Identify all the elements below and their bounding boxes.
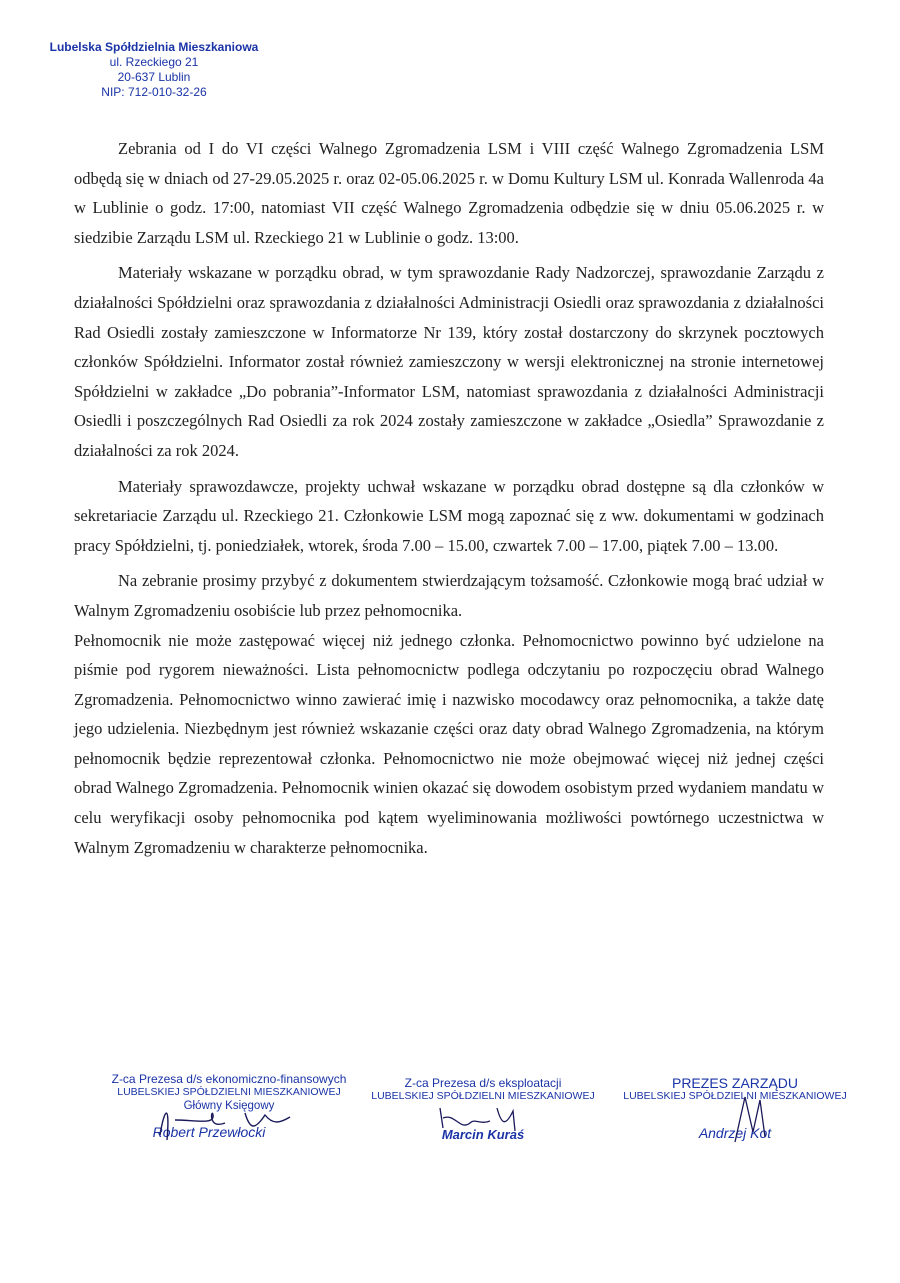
handwritten-signature-1 — [155, 1095, 305, 1145]
handwritten-signature-3 — [725, 1092, 775, 1147]
signature-role: Z-ca Prezesa d/s eksploatacji — [404, 1076, 562, 1090]
signature-role: Z-ca Prezesa d/s ekonomiczno-finansowych — [111, 1072, 347, 1086]
letterhead-stamp — [34, 40, 274, 100]
paragraph-proxy: Pełnomocnik nie może zastępować więcej niż jednego członka. Pełnomocnictwo powinno być udzielone na piśmie pod rygorem nieważności. Lista pełnomocnictw podlega odczytaniu po rozpoczęciu obrad Walnego Zgromadzenia. Pełnomocnictwo winno zawierać imię i nazwisko mocodawcy oraz pełnomocnika, a także datę jego udzielenia. Niezbędnym jest również wskazanie części oraz daty obrad Walnego Zgromadzenia, na którym pełnomocnik będzie reprezentował członka. Pełnomocnictwo nie może obejmować więcej niż jednej części obrad Walnego Zgromadzenia. Pełnomocnik winien okazać się dowodem osobistym przed wydaniem mandatu w celu weryfikacji osoby pełnomocnika pod kątem wyeliminowania możliwości powtórnego uczestnictwa w Walnym Zgromadzeniu w charakterze pełnomocnika. — [74, 630, 824, 857]
handwritten-signature-2 — [435, 1103, 535, 1137]
stamp-street: ul. Rzeckiego 21 — [109, 55, 199, 69]
signature-name: Robert Przewłocki — [152, 1124, 266, 1140]
stamp-org-name: Lubelska Spółdzielnia Mieszkaniowa — [49, 40, 259, 54]
signature-role: PREZES ZARZĄDU — [671, 1075, 798, 1091]
signature-org: LUBELSKIEJ SPÓŁDZIELNI MIESZKANIOWEJ — [371, 1090, 595, 1102]
stamp-nip: NIP: 712-010-32-26 — [101, 85, 207, 99]
stamp-city: 20-637 Lublin — [117, 70, 191, 84]
signature-org: LUBELSKIEJ SPÓŁDZIELNI MIESZKANIOWEJ — [623, 1090, 847, 1102]
paragraph-meeting-dates: Zebrania od I do VI części Walnego Zgromadzenia LSM i VIII część Walnego Zgromadzenia LSM odbędą się w dniach od 27-29.05.2025 r. oraz 02-05.06.2025 r. w Domu Kultury LSM ul. Konrada Wallenroda 4a w Lublinie o godz. 17:00, natomiast VII część Walnego Zgromadzenia odbędzie się w dniu 05.06.2025 r. w siedzibie Zarządu LSM ul. Rzeckiego 21 w Lublinie o godz. 13:00. — [74, 139, 824, 247]
paragraph-materials: Materiały wskazane w porządku obrad, w tym sprawozdanie Rady Nadzorczej, sprawozdanie Zarządu z działalności Spółdzielni oraz sprawozdania z działalności Administracji Osiedli oraz sprawozdania z działalności Rad Osiedli zostały zamieszczone w Informatorze Nr 139, który został dostarczony do skrzynek pocztowych członków Spółdzielni. Informator został również zamieszczony w wersji elektronicznej na stronie internetowej Spółdzielni w zakładce „Do pobrania”-Informator LSM, natomiast sprawozdania z działalności Administracji Osiedli i poszczególnych Rad Osiedli za rok 2024 zostały zamieszczone w zakładce „Osiedla” Sprawozdanie z działalności za rok 2024. — [74, 263, 824, 460]
signature-subtitle: Główny Księgowy — [183, 1100, 275, 1112]
signature-name: Marcin Kuraś — [441, 1127, 525, 1142]
paragraph-reports-access: Materiały sprawozdawcze, projekty uchwał wskazane w porządku obrad dostępne są dla członków w sekretariacie Zarządu ul. Rzeckiego 21. Członkowie LSM mogą zapoznać się z ww. dokumentami w godzinach pracy Spółdzielni, tj. poniedziałek, wtorek, środa 7.00 – 15.00, czwartek 7.00 – 17.00, piątek 7.00 – 13.00. — [74, 476, 824, 555]
document-body — [74, 134, 824, 868]
paragraph-identity: Na zebranie prosimy przybyć z dokumentem stwierdzającym tożsamość. Członkowie mogą brać udział w Walnym Zgromadzeniu osobiście lub przez pełnomocnika. — [74, 571, 824, 620]
signature-org: LUBELSKIEJ SPÓŁDZIELNI MIESZKANIOWEJ — [117, 1086, 341, 1098]
signature-name: Andrzej Kot — [698, 1125, 772, 1141]
